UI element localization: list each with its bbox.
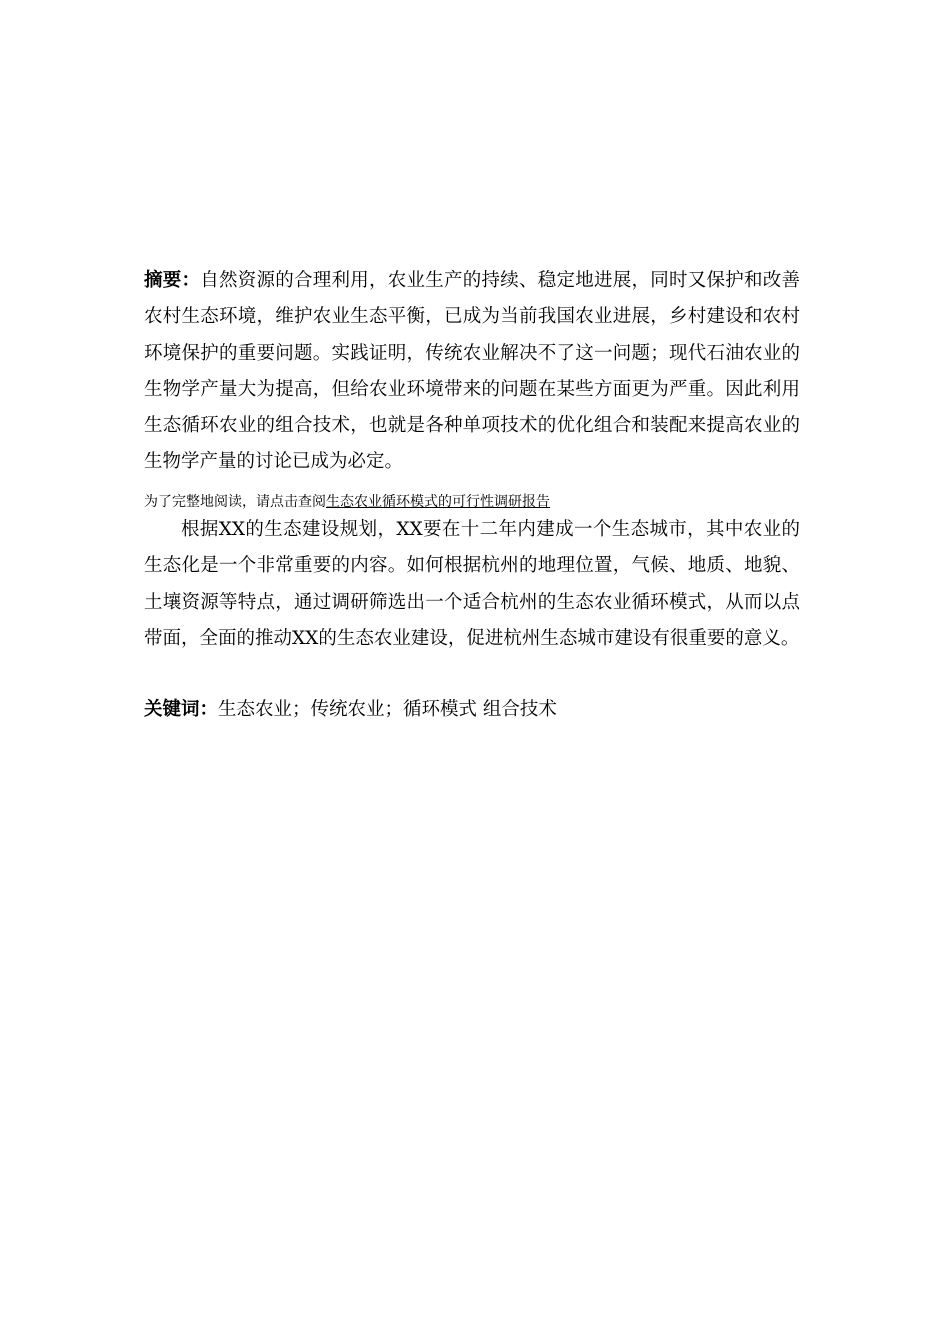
keywords-text: 生态农业；传统农业；循环模式 组合技术 xyxy=(218,699,557,720)
abstract-label: 摘要： xyxy=(144,270,201,291)
keywords-line xyxy=(144,692,844,728)
read-more-prefix: 为了完整地阅读，请点击查阅 xyxy=(144,494,326,510)
keywords-label: 关键词： xyxy=(144,699,219,720)
read-more-line xyxy=(144,490,844,514)
abstract-text: 自然资源的合理利用，农业生产的持续、稳定地进展，同时又保护和改善农村生态环境，维护农业生态平衡，已成为当前我国农业进展，乡村建设和农村环境保护的重要问题。实践证明，传统农业解决不了这一问题；现代石油农业的生物学产量大为提高，但给农业环境带来的问题在某些方面更为严重。因此利用生态循环农业的组合技术，也就是各种单项技术的优化组合和装配来提高农业的生物学产量的讨论已成为必定。 xyxy=(144,270,800,473)
report-link[interactable]: 生态农业循环模式的可行性调研报告 xyxy=(326,494,550,510)
abstract-paragraph xyxy=(144,263,800,481)
body-paragraph: 根据XX的生态建设规划，XX要在十二年内建成一个生态城市，其中农业的生态化是一个非常重要的内容。如何根据杭州的地理位置，气候、地质、地貌、土壤资源等特点，通过调研筛选出一个适合杭州的生态农业循环模式，从而以点带面，全面的推动XX的生态农业建设，促进杭州生态城市建设有很重要的意义。 xyxy=(144,519,800,649)
